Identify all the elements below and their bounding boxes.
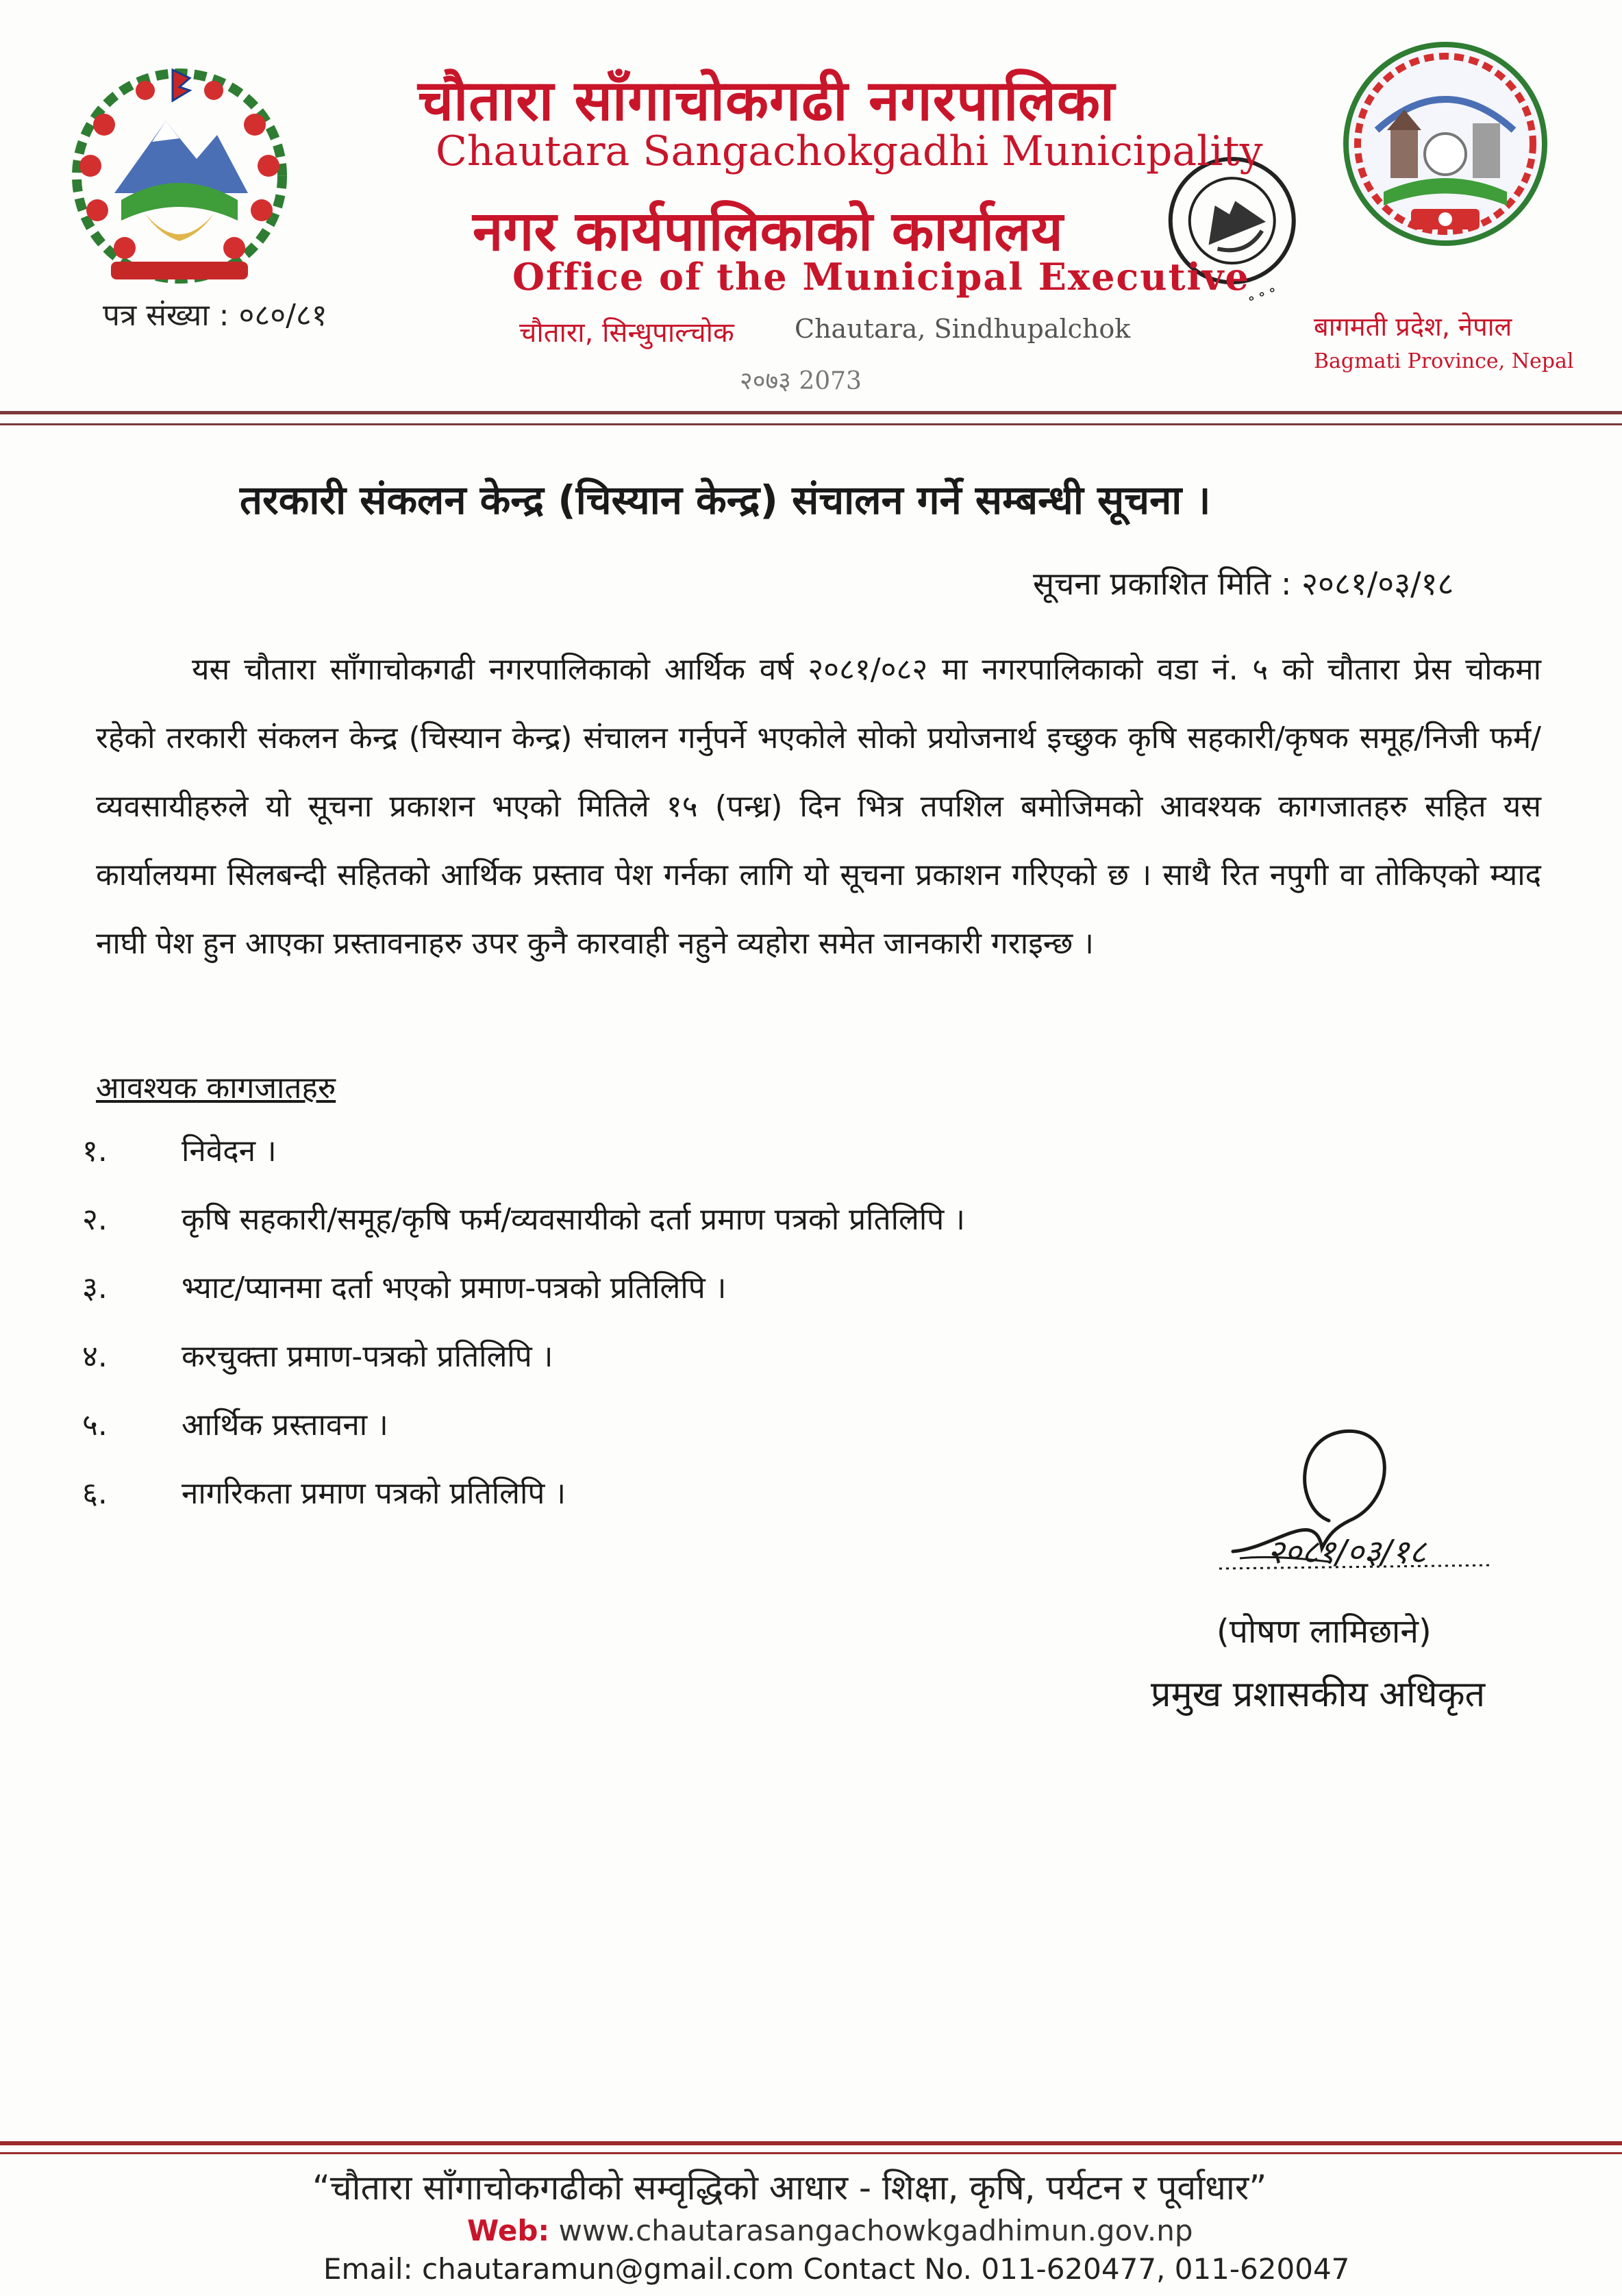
signatory-name: (पोषण लामिछाने) (1216, 1612, 1432, 1651)
header-divider-thin (0, 423, 1622, 425)
municipality-name-nepali: चौतारा साँगाचोकगढी नगरपालिका (418, 68, 1116, 134)
requirements-heading: आवश्यक कागजातहरु (96, 1071, 336, 1106)
footer-slogan: “चौतारा साँगाचोकगढीको सम्वृद्धिको आधार - शिक्षा, कृषि, पर्यटन र पूर्वाधार” (312, 2168, 1267, 2208)
svg-text:॰ ॰ ॰: ॰ ॰ ॰ (1245, 282, 1280, 310)
list-item-text: करचुक्ता प्रमाण-पत्रको प्रतिलिपि । (182, 1339, 553, 1374)
contact-numbers: 011-620477, 011-620047 (981, 2252, 1350, 2286)
list-item-number: ३. (82, 1271, 108, 1306)
list-item-text: निवेदन । (182, 1134, 277, 1169)
list-item (82, 1471, 1315, 1540)
footer-web (467, 2214, 1193, 2247)
notice-title: तरकारी संकलन केन्द्र (चिस्यान केन्द्र) संचालन गर्ने सम्बन्धी सूचना । (240, 477, 1211, 523)
web-label: Web: (467, 2214, 550, 2247)
website-link[interactable]: www.chautarasangachowkgadhimun.gov.np (558, 2214, 1193, 2247)
list-item-text: भ्याट/प्यानमा दर्ता भएको प्रमाण-पत्रको प्रतिलिपि । (182, 1271, 727, 1306)
header-divider (0, 411, 1622, 414)
established-year: २०७३ 2073 (740, 367, 862, 395)
office-name-english: Office of the Municipal Executive (512, 255, 1250, 299)
footer-divider-thin (0, 2152, 1622, 2154)
list-item-number: १. (82, 1134, 108, 1169)
footer-divider (0, 2141, 1622, 2145)
requirements-list (82, 1129, 1315, 1540)
list-item (82, 1403, 1315, 1471)
signature-date: २०८१/०३/१८ (1267, 1533, 1427, 1571)
office-name-nepali: नगर कार्यपालिकाको कार्यालय (473, 199, 1063, 263)
list-item (82, 1197, 1315, 1266)
email-link[interactable]: chautaramun@gmail.com (422, 2252, 795, 2286)
list-item-text: नागरिकता प्रमाण पत्रको प्रतिलिपि । (182, 1476, 566, 1511)
list-item-number: ६. (82, 1476, 108, 1511)
address-nepali: चौतारा, सिन्धुपाल्चोक (519, 317, 734, 349)
list-item-text: कृषि सहकारी/समूह/कृषि फर्म/व्यवसायीको दर्ता प्रमाण पत्रको प्रतिलिपि । (182, 1202, 965, 1237)
municipality-logo-icon (1336, 27, 1555, 253)
footer-contact (323, 2252, 1349, 2286)
province-nepali: बागमती प्रदेश, नेपाल (1314, 312, 1512, 342)
email-label: Email: (323, 2252, 413, 2286)
list-item (82, 1266, 1315, 1334)
list-item (82, 1129, 1315, 1197)
municipality-name-english: Chautara Sangachokgadhi Municipality (436, 127, 1263, 175)
list-item-number: ५. (82, 1408, 108, 1443)
list-item-text: आर्थिक प्रस्तावना । (182, 1408, 388, 1443)
address-english: Chautara, Sindhupalchok (795, 314, 1131, 344)
list-item-number: ४. (82, 1339, 108, 1374)
list-item (82, 1334, 1315, 1403)
signature-icon (1192, 1418, 1507, 1596)
list-item-number: २. (82, 1202, 108, 1237)
province-english: Bagmati Province, Nepal (1314, 349, 1574, 373)
contact-label: Contact No. (803, 2252, 973, 2286)
notice-body: यस चौतारा साँगाचोकगढी नगरपालिकाको आर्थिक वर्ष २०८१/०८२ मा नगरपालिकाको वडा नं. ५ को चौतारा प्रेस चोकमा रहेको तरकारी संकलन केन्द्र (चिस्यान केन्द्र) संचालन गर्नुपर्ने भएकोले सोको प्रयोजनार्थ इच्छुक कृषि सहकारी/कृषक समूह/निजी फर्म/व्यवसायीहरुले यो सूचना प्रकाशन भएको मितिले १५ (पन्ध्र) दिन भित्र तपशिल बमोजिमको आवश्यक कागजातहरु सहित यस कार्यालयमा सिलबन्दी सहितको आर्थिक प्रस्ताव पेश गर्नका लागि यो सूचना प्रकाशन गरिएको छ । साथै रित नपुगी वा तोकिएको म्याद नाघी पेश हुन आएका प्रस्तावनाहरु उपर कुनै कारवाही नहुने व्यहोरा समेत जानकारी गराइन्छ । (96, 652, 1541, 961)
signatory-title: प्रमुख प्रशासकीय अधिकृत (1151, 1674, 1486, 1715)
nepal-emblem-icon (63, 63, 296, 289)
published-date: सूचना प्रकाशित मिति : २०८१/०३/१८ (1033, 565, 1454, 602)
reference-number: पत्र संख्या : ०८०/८१ (103, 298, 327, 333)
